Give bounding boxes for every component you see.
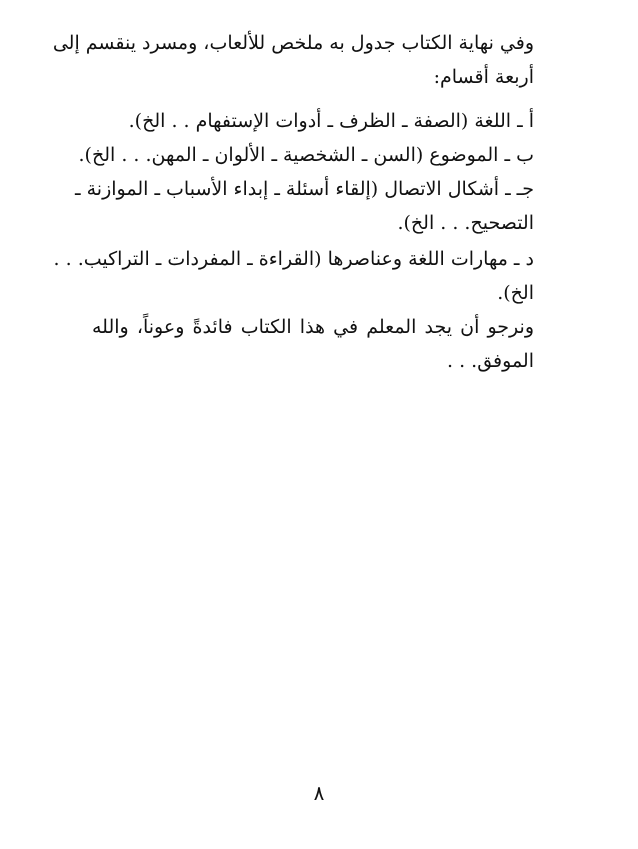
section-d-line-1: د ـ مهارات اللغة وعناصرها (القراءة ـ المفردات ـ التراكيب. . . [53,248,534,270]
intro-line-2: أربعة أقسام: [433,66,534,88]
intro-paragraph [52,26,534,94]
section-d-line-2: الخ). [497,282,534,304]
section-c-line-1: جـ ـ أشكال الاتصال (إلقاء أسئلة ـ إبداء الأسباب ـ الموازنة ـ [75,178,534,200]
section-c [75,172,534,240]
section-b-line-1: ب ـ الموضوع (السن ـ الشخصية ـ الألوان ـ المهن. . . الخ). [78,144,534,166]
section-a-line-1: أ ـ اللغة (الصفة ـ الظرف ـ أدوات الإستفهام . . الخ). [128,110,534,132]
intro-line-1: وفي نهاية الكتاب جدول به ملخص للألعاب، ومسرد ينقسم إلى [52,32,534,54]
page-number: ٨ [313,781,325,805]
section-c-line-2: التصحيح. . . الخ). [397,212,534,234]
section-a [92,104,534,138]
closing-paragraph [92,310,534,378]
closing-line-2: الموفق. . . [447,350,534,372]
closing-line-1: ونرجو أن يجد المعلم في هذا الكتاب فائدةً وعوناً، والله [92,316,534,338]
body-text [52,26,534,378]
section-d [53,242,534,310]
section-b [78,138,534,172]
